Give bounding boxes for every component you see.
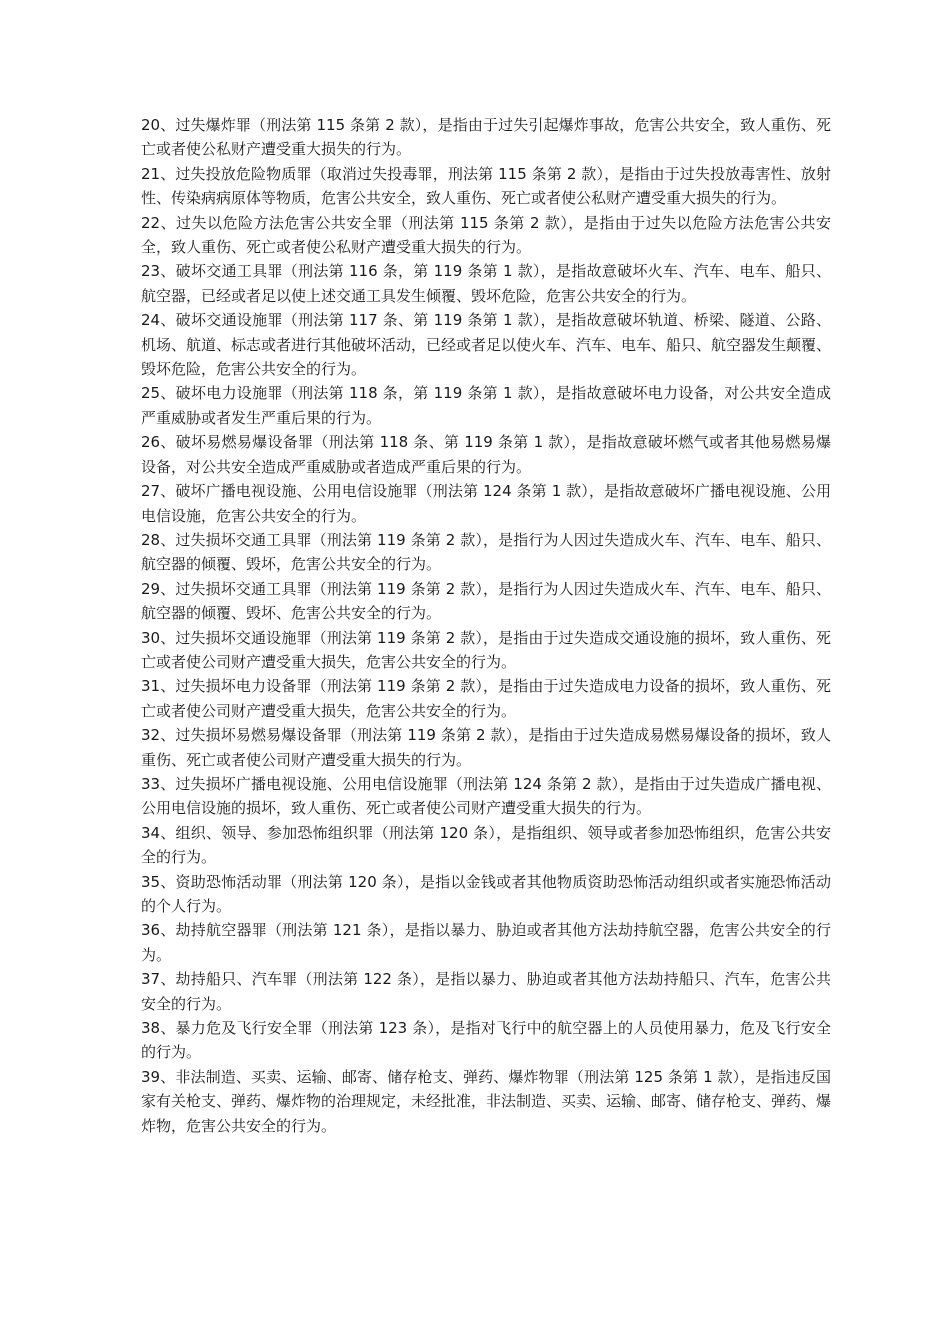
clause-27: 27、破坏广播电视设施、公用电信设施罪（刑法第 124 条第 1 款），是指故意破坏广播电视设施、公用电信设施，危害公共安全的行为。 xyxy=(141,482,831,525)
clause-30: 30、过失损坏交通设施罪（刑法第 119 条第 2 款），是指由于过失造成交通设施的损坏，致人重伤、死亡或者使公司财产遭受重大损失，危害公共安全的行为。 xyxy=(141,628,831,671)
clause-35: 35、资助恐怖活动罪（刑法第 120 条），是指以金钱或者其他物质资助恐怖活动组织或者实施恐怖活动的个人行为。 xyxy=(141,872,831,915)
clause-39: 39、非法制造、买卖、运输、邮寄、储存枪支、弹药、爆炸物罪（刑法第 125 条第 1 款），是指违反国家有关枪支、弹药、爆炸物的治理规定，未经批准，非法制造、买卖、运输、邮寄、储存枪支、弹药、爆炸物，危害公共安全的行为。 xyxy=(141,1067,832,1135)
document-body xyxy=(141,113,831,1138)
clause-23: 23、破坏交通工具罪（刑法第 116 条，第 119 条第 1 款），是指故意破坏火车、汽车、电车、船只、航空器，已经或者足以使上述交通工具发生倾覆、毁坏危险，危害公共安全的行为。 xyxy=(141,262,831,305)
clause-37: 37、劫持船只、汽车罪（刑法第 122 条），是指以暴力、胁迫或者其他方法劫持船只、汽车，危害公共安全的行为。 xyxy=(141,970,831,1013)
clause-28: 28、过失损坏交通工具罪（刑法第 119 条第 2 款），是指行为人因过失造成火车、汽车、电车、船只、航空器的倾覆、毁坏，危害公共安全的行为。 xyxy=(141,530,831,574)
clause-21: 21、过失投放危险物质罪（取消过失投毒罪，刑法第 115 条第 2 款），是指由于过失投放毒害性、放射性、传染病病原体等物质，危害公共安全，致人重伤、死亡或者使公私财产遭受重大损失的行为。 xyxy=(141,164,831,208)
clause-33: 33、过失损坏广播电视设施、公用电信设施罪（刑法第 124 条第 2 款），是指由于过失造成广播电视、公用电信设施的损坏，致人重伤、死亡或者使公司财产遭受重大损失的行为。 xyxy=(141,774,831,818)
clause-34: 34、组织、领导、参加恐怖组织罪（刑法第 120 条），是指组织、领导或者参加恐怖组织，危害公共安全的行为。 xyxy=(141,823,831,867)
clause-25: 25、破坏电力设施罪（刑法第 118 条，第 119 条第 1 款），是指故意破坏电力设备，对公共安全造成严重威胁或者发生严重后果的行为。 xyxy=(141,384,831,427)
clause-31: 31、过失损坏电力设备罪（刑法第 119 条第 2 款），是指由于过失造成电力设备的损坏，致人重伤、死亡或者使公司财产遭受重大损失，危害公共安全的行为。 xyxy=(141,677,831,720)
clause-22: 22、过失以危险方法危害公共安全罪（刑法第 115 条第 2 款），是指由于过失以危险方法危害公共安全，致人重伤、死亡或者使公私财产遭受重大损失的行为。 xyxy=(141,213,831,257)
clause-24: 24、破坏交通设施罪（刑法第 117 条、第 119 条第 1 款），是指故意破坏轨道、桥梁、隧道、公路、机场、航道、标志或者进行其他破坏活动，已经或者足以使火车、汽车、电车、船只、航空器发生颠覆、毁坏危险，危害公共安全的行为。 xyxy=(141,311,832,379)
clause-32: 32、过失损坏易燃易爆设备罪（刑法第 119 条第 2 款），是指由于过失造成易燃易爆设备的损坏，致人重伤、死亡或者使公司财产遭受重大损失的行为。 xyxy=(141,726,831,769)
clause-20: 20、过失爆炸罪（刑法第 115 条第 2 款），是指由于过失引起爆炸事故，危害公共安全，致人重伤、死亡或者使公私财产遭受重大损失的行为。 xyxy=(141,116,831,159)
clause-38: 38、暴力危及飞行安全罪（刑法第 123 条），是指对飞行中的航空器上的人员使用暴力，危及飞行安全的行为。 xyxy=(141,1019,831,1062)
clause-29: 29、过失损坏交通工具罪（刑法第 119 条第 2 款），是指行为人因过失造成火车、汽车、电车、船只、航空器的倾覆、毁坏、危害公共安全的行为。 xyxy=(141,579,831,623)
clause-36: 36、劫持航空器罪（刑法第 121 条），是指以暴力、胁迫或者其他方法劫持航空器，危害公共安全的行为。 xyxy=(141,921,831,964)
clause-26: 26、破坏易燃易爆设备罪（刑法第 118 条、第 119 条第 1 款），是指故意破坏燃气或者其他易燃易爆设备，对公共安全造成严重威胁或者造成严重后果的行为。 xyxy=(141,433,831,476)
